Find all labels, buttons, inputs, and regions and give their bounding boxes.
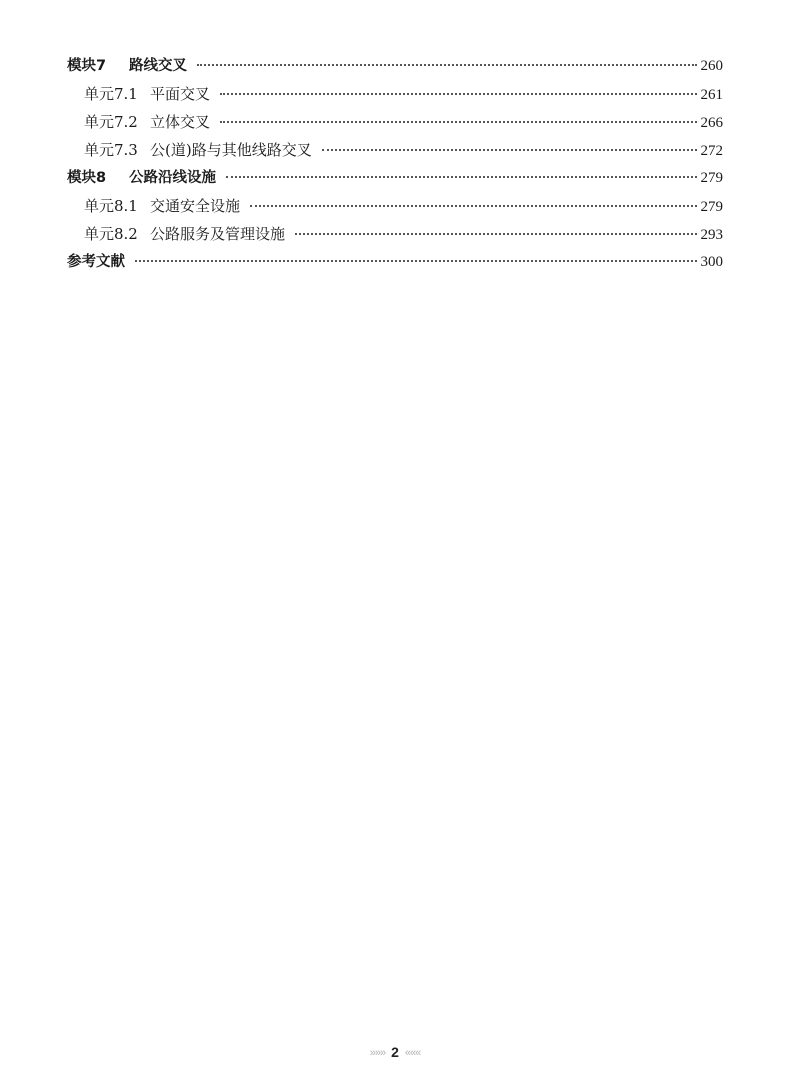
toc-entry-page: 293 [700, 227, 723, 243]
dot-leader [135, 259, 697, 262]
toc-entry[interactable] [67, 108, 723, 136]
toc-entry-label [67, 52, 193, 80]
dot-leader [322, 148, 697, 151]
toc-entry-title: 公路沿线设施 [129, 170, 216, 186]
toc-entry-label [84, 192, 246, 220]
toc-entry[interactable] [67, 248, 723, 276]
dot-leader [220, 120, 696, 123]
toc-entry-page: 279 [700, 170, 723, 186]
toc-entry-number: 单元7.2 [84, 113, 138, 131]
toc-entry-title: 交通安全设施 [150, 197, 241, 215]
dot-leader [295, 232, 696, 235]
toc-entry-title: 公路服务及管理设施 [150, 225, 286, 243]
page-footer [0, 1044, 790, 1060]
toc-entry-number: 单元8.1 [84, 197, 138, 215]
toc-entry-title: 路线交叉 [129, 58, 187, 74]
left-chevrons-icon: ««« [404, 1047, 421, 1059]
toc-entry-label [67, 164, 222, 192]
toc-entry-page: 300 [700, 254, 723, 270]
toc-entry-label [84, 108, 216, 136]
dot-leader [226, 175, 697, 178]
toc-entry[interactable] [67, 164, 723, 192]
toc-entry-page: 261 [700, 87, 723, 103]
toc-entry-page: 279 [700, 199, 723, 215]
toc-entry[interactable] [67, 136, 723, 164]
toc-entry[interactable] [67, 220, 723, 248]
toc-entry-page: 260 [700, 58, 723, 74]
toc-entry-title: 平面交叉 [150, 85, 211, 103]
toc-entry-number: 单元8.2 [84, 225, 138, 243]
toc-entry-page: 266 [700, 115, 723, 131]
toc-entry-label [84, 136, 318, 164]
right-chevrons-icon: »»» [369, 1047, 386, 1059]
dot-leader [220, 92, 696, 95]
table-of-contents [67, 52, 723, 276]
toc-entry-number: 模块8 [67, 170, 107, 186]
toc-entry[interactable] [67, 192, 723, 220]
dot-leader [250, 204, 696, 207]
toc-entry-label [67, 248, 131, 276]
toc-entry-number: 单元7.3 [84, 141, 138, 159]
toc-entry-label [84, 220, 291, 248]
toc-entry[interactable] [67, 52, 723, 80]
page-number: 2 [391, 1044, 399, 1060]
toc-entry-number: 模块7 [67, 58, 107, 74]
toc-entry-title: 立体交叉 [150, 113, 211, 131]
dot-leader [197, 63, 697, 66]
toc-entry-number: 单元7.1 [84, 85, 138, 103]
toc-entry[interactable] [67, 80, 723, 108]
toc-entry-title: 公(道)路与其他线路交叉 [150, 141, 312, 159]
toc-entry-page: 272 [700, 143, 723, 159]
toc-entry-title: 参考文献 [67, 254, 125, 270]
toc-entry-label [84, 80, 216, 108]
